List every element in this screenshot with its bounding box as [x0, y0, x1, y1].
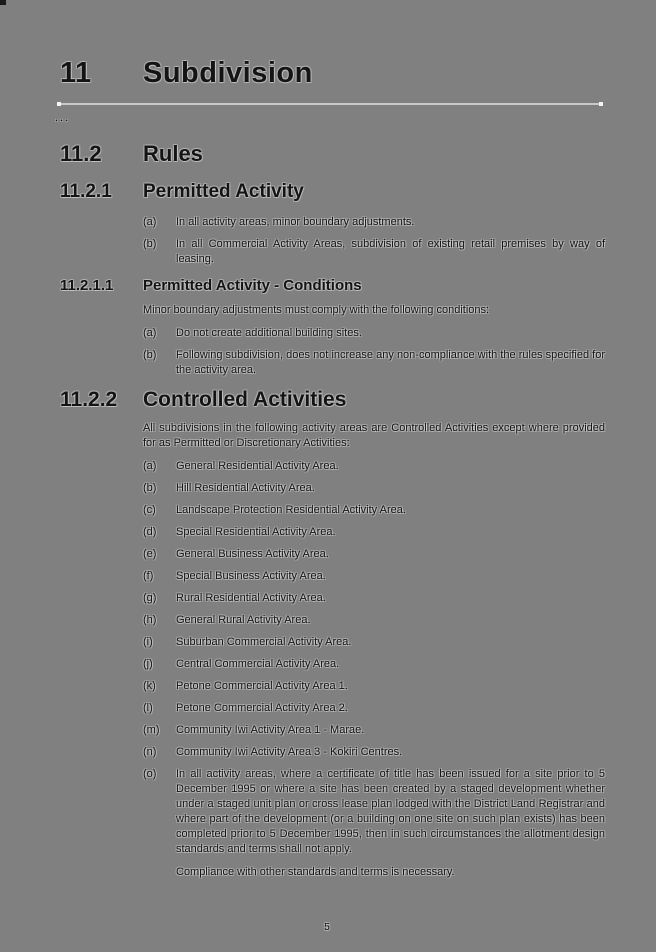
page-title	[60, 56, 605, 90]
list-item	[60, 635, 605, 650]
list-item	[60, 723, 605, 738]
list-item-text: Rural Residential Activity Area.	[176, 592, 326, 604]
list-item	[60, 237, 605, 267]
page-number: 5	[324, 922, 330, 933]
list-item-label: (o)	[143, 768, 157, 780]
list-item-text: Hill Residential Activity Area.	[176, 482, 315, 494]
list-item	[60, 767, 605, 857]
list-item-text: Community Iwi Activity Area 3 - Kokiri Centres.	[176, 746, 403, 758]
list-item-label: (l)	[143, 702, 153, 714]
section-title: Permitted Activity - Conditions	[143, 277, 362, 294]
list-item	[60, 701, 605, 716]
list-item	[60, 481, 605, 496]
title-divider	[57, 103, 603, 105]
list-item	[60, 326, 605, 341]
list-item	[60, 657, 605, 672]
section-title: Permitted Activity	[143, 181, 304, 202]
list-item-label: (n)	[143, 746, 157, 758]
section-heading-rules	[60, 141, 605, 166]
list-item-label: (b)	[143, 349, 157, 361]
section-heading-permitted-activity	[60, 181, 605, 203]
list-item-label: (e)	[143, 548, 157, 560]
section-number: 11.2.1.1	[60, 277, 114, 294]
list-item-text: Do not create additional building sites.	[176, 327, 362, 339]
list-item-text: Petone Commercial Activity Area 2.	[176, 702, 348, 714]
conditions-intro: Minor boundary adjustments must comply with the following conditions:	[143, 304, 490, 316]
list-item	[60, 745, 605, 760]
list-item	[60, 459, 605, 474]
list-item-label: (a)	[143, 327, 157, 339]
list-item	[60, 215, 605, 230]
list-item	[60, 348, 605, 378]
list-item-text: Landscape Protection Residential Activity Area.	[176, 504, 406, 516]
compliance-note: Compliance with other standards and terms is necessary.	[176, 866, 455, 878]
page-title-text: Subdivision	[143, 57, 313, 89]
permitted-activity-list	[60, 215, 605, 267]
list-item-label: (k)	[143, 680, 156, 692]
list-item-text: In all Commercial Activity Areas, subdivision of existing retail premises by way of leasing.	[176, 238, 605, 265]
list-item	[60, 503, 605, 518]
section-number: 11.2.1	[60, 181, 112, 202]
section-number: 11.2.2	[60, 388, 118, 411]
list-item	[60, 547, 605, 562]
scan-corner-artifact	[0, 0, 6, 5]
list-item-label: (a)	[143, 460, 157, 472]
section-title: Controlled Activities	[143, 388, 347, 411]
ellipsis-mark: ...	[55, 112, 71, 124]
controlled-activities-list	[60, 459, 605, 857]
list-item-text: In all activity areas, where a certificate of title has been issued for a site prior to 5 December 1995 or where a site has been created by a staged development whether under a staged unit plan or cross lease plan lodged with the District Land Registrar and where part of the development (or a building on one site on such plan exists) has been completed prior to 5 December 1995, then in such circumstances the allotment design standards and terms shall not apply.	[176, 768, 605, 855]
list-item-text: Community Iwi Activity Area 1 - Marae.	[176, 724, 365, 736]
list-item	[60, 613, 605, 628]
list-item	[60, 591, 605, 606]
list-item-text: Central Commercial Activity Area.	[176, 658, 340, 670]
list-item-text: Following subdivision, does not increase any non-compliance with the rules specified for the activity area.	[176, 349, 605, 376]
list-item-label: (m)	[143, 724, 160, 736]
controlled-intro: All subdivisions in the following activity areas are Controlled Activities except where provided for as Permitted or Discretionary Activities:	[143, 422, 605, 449]
section-number: 11.2	[60, 141, 102, 166]
list-item-text: Special Business Activity Area.	[176, 570, 326, 582]
page-content	[55, 56, 605, 880]
list-item	[60, 525, 605, 540]
list-item-text: Suburban Commercial Activity Area.	[176, 636, 352, 648]
list-item-label: (a)	[143, 216, 157, 228]
list-item-label: (h)	[143, 614, 157, 626]
list-item-text: General Rural Activity Area.	[176, 614, 311, 626]
list-item-label: (g)	[143, 592, 157, 604]
list-item-text: In all activity areas, minor boundary adjustments.	[176, 216, 415, 228]
list-item-label: (b)	[143, 482, 157, 494]
list-item	[60, 569, 605, 584]
list-item-text: Special Residential Activity Area.	[176, 526, 336, 538]
page-title-number: 11	[60, 57, 92, 89]
list-item-label: (f)	[143, 570, 154, 582]
list-item-text: Petone Commercial Activity Area 1.	[176, 680, 348, 692]
list-item-text: General Business Activity Area.	[176, 548, 329, 560]
list-item-label: (b)	[143, 238, 157, 250]
list-item-label: (c)	[143, 504, 156, 516]
section-title: Rules	[143, 141, 203, 166]
list-item-label: (j)	[143, 658, 153, 670]
list-item-label: (d)	[143, 526, 157, 538]
section-heading-controlled-activities	[60, 388, 605, 412]
list-item-text: General Residential Activity Area.	[176, 460, 339, 472]
list-item	[60, 679, 605, 694]
list-item-label: (i)	[143, 636, 153, 648]
section-heading-permitted-conditions	[60, 277, 605, 294]
conditions-list	[60, 326, 605, 378]
